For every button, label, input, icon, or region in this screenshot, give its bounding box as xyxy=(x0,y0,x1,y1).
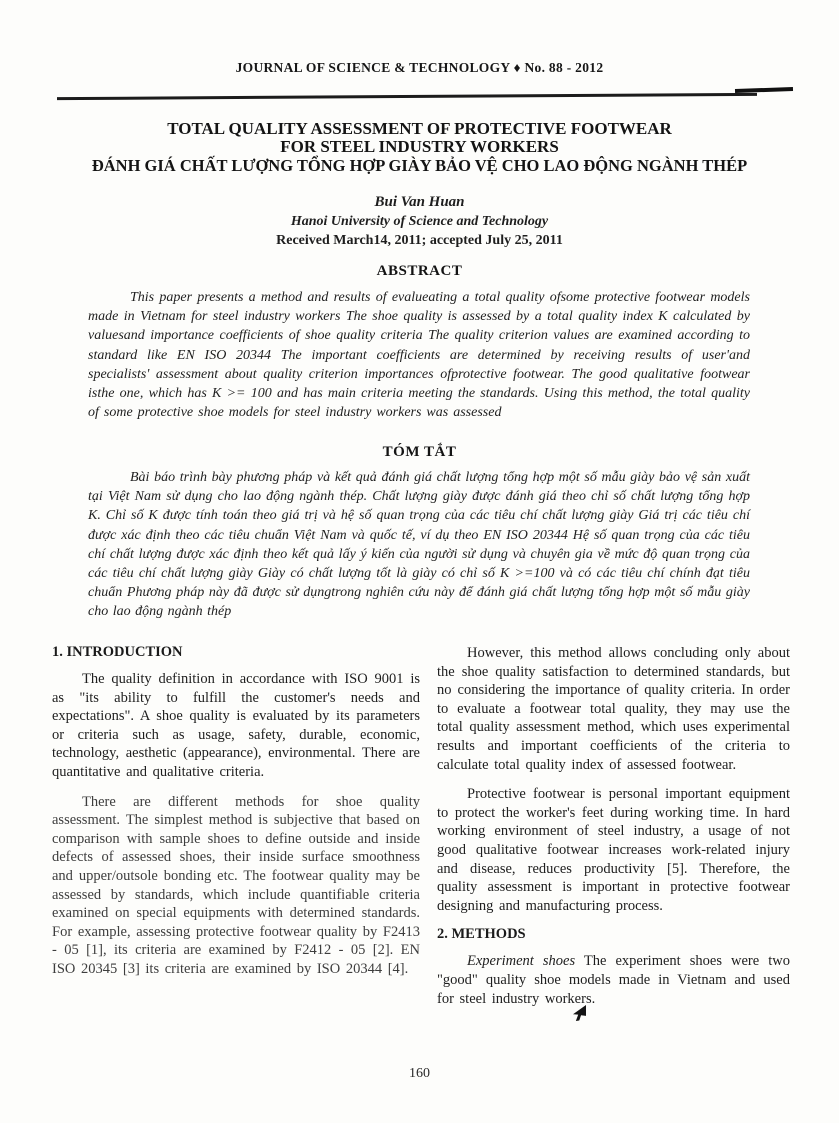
paper-title-en-line1: TOTAL QUALITY ASSESSMENT OF PROTECTIVE FOOTWEAR xyxy=(167,119,672,138)
received-accepted-dates: Received March14, 2011; accepted July 25, 2011 xyxy=(276,233,563,248)
author-block xyxy=(0,194,839,249)
methods-heading: 2. METHODS xyxy=(437,926,526,943)
tomtat-heading: TÓM TẮT xyxy=(382,444,457,460)
two-column-body xyxy=(52,644,790,1019)
introduction-paragraph-1: The quality definition in accordance with ISO 9001 is as "its ability to fulfill the customer's needs and expectations". A shoe quality is evaluated by its parameters or criteria such as usage, safety, durable, economic, technology, aesthetic (appearance), environmental. There are quantitative and qualitative criteria. xyxy=(52,671,420,780)
methods-paragraph-rest: The experiment shoes were two "good" quality shoe models made in Vietnam and used for steel industry workers. xyxy=(437,953,790,1007)
introduction-heading: 1. INTRODUCTION xyxy=(52,644,183,660)
paper-title-vi: ĐÁNH GIÁ CHẤT LƯỢNG TỔNG HỢP GIÀY BẢO VỆ CHO LAO ĐỘNG NGÀNH THÉP xyxy=(91,156,748,175)
author-affiliation: Hanoi University of Science and Technology xyxy=(290,214,549,229)
tomtat-paragraph: Bài báo trình bày phương pháp và kết quả đánh giá chất lượng tổng hợp một số mẫu giày bảo vệ sản xuất tại Việt Nam sử dụng cho lao động ngành thép. Chất lượng giày được đánh giá theo chỉ số chất lượng tổng hợp K. Chỉ số K được tính toán theo giá trị và hệ số quan trọng của các tiêu chí chất lượng giày Giá trị các tiêu chí được xác định theo các tiêu chuẩn Việt Nam và quốc tế, ví dụ theo EN ISO 20344 Hệ số quan trọng của các tiêu chí chất lượng được xác định theo kết quả lấy ý kiến của người sử dụng và chuyên gia về mức độ quan trọng của các tiêu chí chất lượng giày Giày có chất lượng tốt là giày có chỉ số K >=100 và có các tiêu chí chính đạt tiêu chuẩn Phương pháp này đã được sử dụngtrong nghiên cứu này để đánh giá chất lượng tổng hợp một số mẫu giày cho lao động ngành thép xyxy=(88,470,750,620)
right-column xyxy=(437,644,790,1019)
author-name: Bui Van Huan xyxy=(374,194,465,210)
introduction-paragraph-2: There are different methods for shoe quality assessment. The simplest method is subjective that based on comparison with sample shoes to define outside and inside defects of assessed shoes, their inside surface smoothness and upper/outsole bonding etc. The footwear quality may be assessed by standards, which include quantifiable criteria examined on special equipments with determined standards. For example, assessing protective footwear quality by F2413 - 05 [1], its criteria are examined by F2412 - 05 [2]. EN ISO 20345 [3] its criteria are examined by ISO 20344 [4]. xyxy=(52,793,420,977)
right-column-paragraph-2: Protective footwear is personal important equipment to protect the worker's feet during working time. In hard working environment of steel industry, a usage of not good qualitative footwear increases work-related injury and disease, reduces productivity [5]. Therefore, the quality assessment is important in protective footwear designing and manufacturing process. xyxy=(437,786,790,914)
methods-paragraph xyxy=(437,952,790,1008)
left-column xyxy=(52,644,420,1019)
title-block xyxy=(0,120,839,175)
right-column-paragraph-1: However, this method allows concluding only about the shoe quality satisfaction to determined standards, but no considering the importance of quality criteria. In order to evaluate a footwear total quality, they may use the total quality assessment method, which uses experimental results and important coefficients of the criteria to calculate total quality index of assessed footwear. xyxy=(437,645,790,773)
page-number: 160 xyxy=(409,1066,430,1081)
header-rule xyxy=(57,93,757,100)
methods-lead-in: Experiment shoes xyxy=(467,953,576,970)
header-rule-end-segment xyxy=(735,87,793,93)
abstract-paragraph: This paper presents a method and results of evalueating a total quality ofsome protective footwear models made in Vietnam for steel industry workers The shoe quality is assessed by a total quality index K calculated by valuesand importance coefficients of shoe quality criteria The quality criterion values are examined according to standard like EN ISO 20344 The important coefficients are determined by receiving results of user'and specialists' assessment about quality criterion importances ofprotective footwear. The good qualitative footwear isthe one, which has K >= 100 and has main criteria meeting the standards. Using this method, the total quality of some protective shoe models for steel industry workers was assessed xyxy=(88,290,750,421)
abstract-heading: ABSTRACT xyxy=(376,263,463,279)
paper-title-en-line2: FOR STEEL INDUSTRY WORKERS xyxy=(280,136,559,156)
journal-header-line: JOURNAL OF SCIENCE & TECHNOLOGY ♦ No. 88 - 2012 xyxy=(235,60,604,75)
